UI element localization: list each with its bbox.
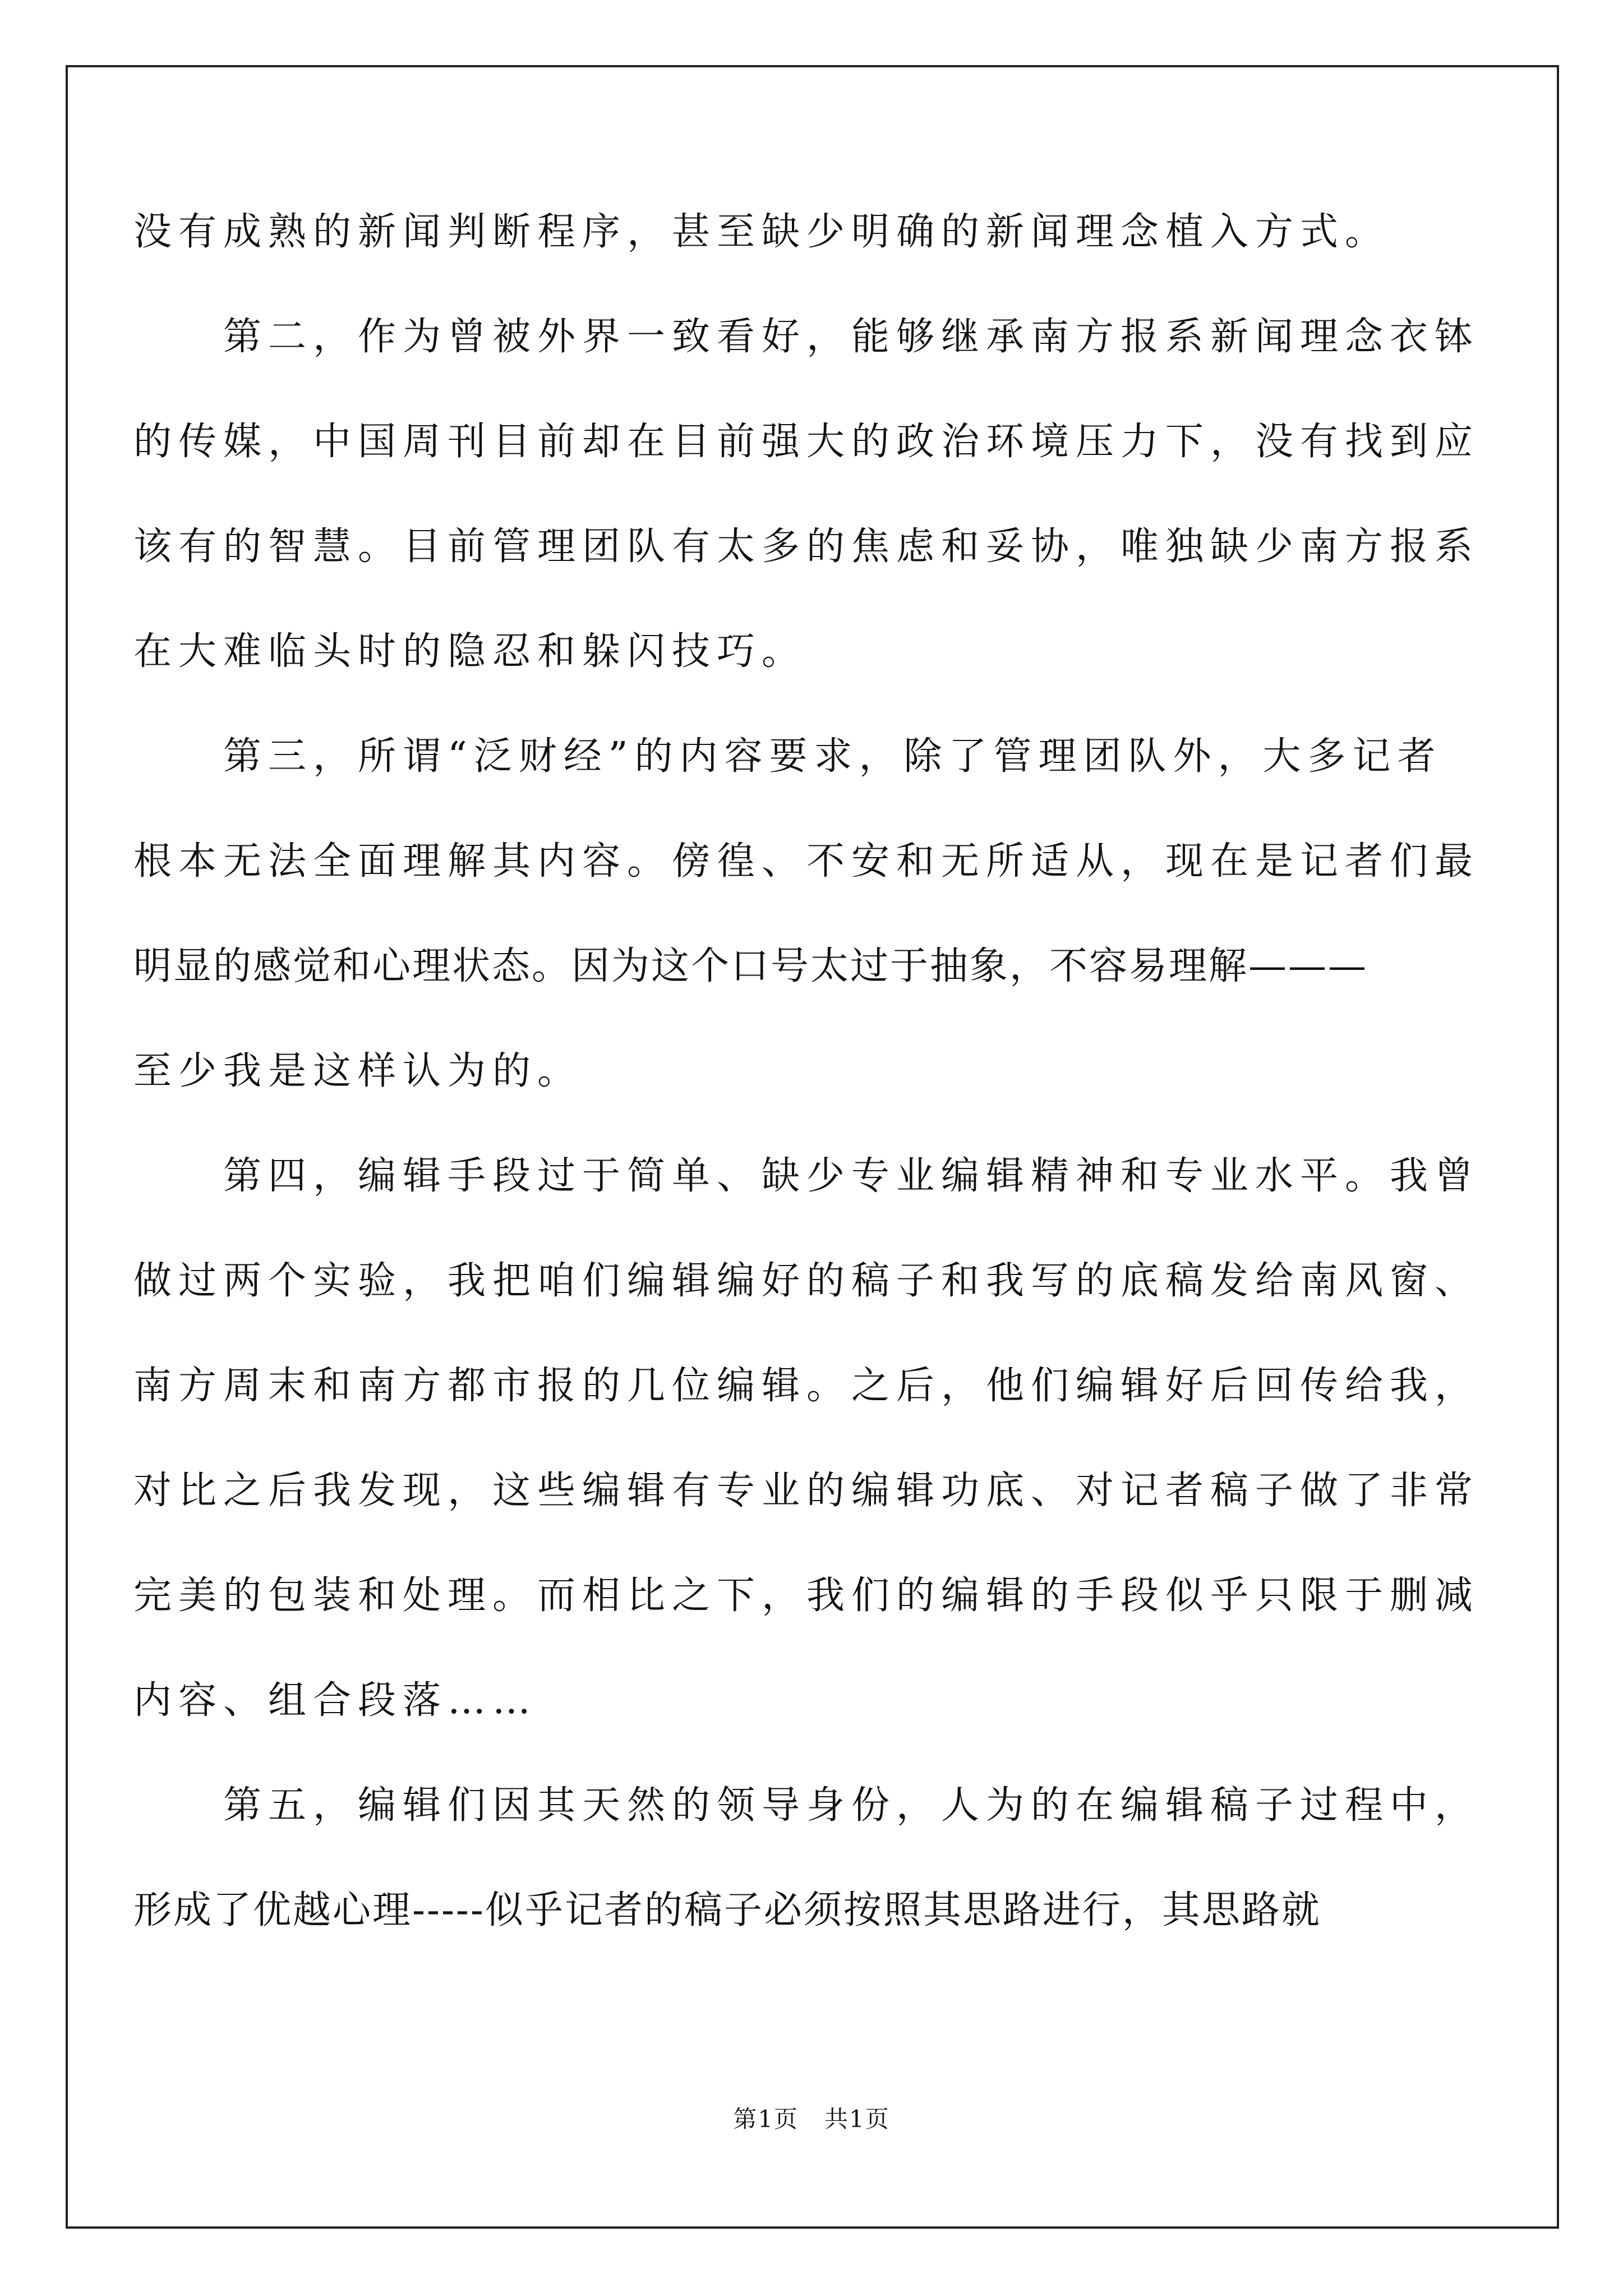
text-line: 南方周末和南方都市报的几位编辑。之后，他们编辑好后回传给我， [133,1364,1480,1408]
document-body [133,180,1480,1963]
text-line: 对比之后我发现，这些编辑有专业的编辑功底、对记者稿子做了非常 [133,1469,1480,1513]
text-line: 形成了优越心理-----似乎记者的稿子必须按照其思路进行，其思路就 [133,1888,1321,1932]
text-line: 第四，编辑手段过于简单、缺少专业编辑精神和专业水平。我曾 [223,1154,1480,1198]
text-line: 第二，作为曾被外界一致看好，能够继承南方报系新闻理念衣钵 [223,315,1480,359]
text-line: 该有的智慧。目前管理团队有太多的焦虑和妥协，唯独缺少南方报系 [133,524,1480,569]
text-line: 在大难临头时的隐忍和躲闪技巧。 [133,629,807,674]
text-line: 内容、组合段落…… [133,1678,538,1723]
text-line: 完美的包装和处理。而相比之下，我们的编辑的手段似乎只限于删减 [133,1573,1480,1618]
text-line: 明显的感觉和心理状态。因为这个口号太过于抽象，不容易理解——— [133,944,1368,988]
text-line: 第五，编辑们因其天然的领导身份，人为的在编辑稿子过程中， [223,1783,1480,1828]
page-number-footer: 第1页 共1页 [733,2105,890,2133]
text-line: 根本无法全面理解其内容。傍徨、不安和无所适从，现在是记者们最 [133,839,1480,884]
text-line: 没有成熟的新闻判断程序，甚至缺少明确的新闻理念植入方式。 [133,210,1390,254]
text-line: 的传媒，中国周刊目前却在目前强大的政治环境压力下，没有找到应 [133,420,1480,464]
text-line: 做过两个实验，我把咱们编辑编好的稿子和我写的底稿发给南风窗、 [133,1259,1480,1303]
text-line: 至少我是这样认为的。 [133,1049,583,1093]
text-line: 第三，所谓“泛财经”的内容要求，除了管理团队外，大多记者 [223,734,1442,779]
